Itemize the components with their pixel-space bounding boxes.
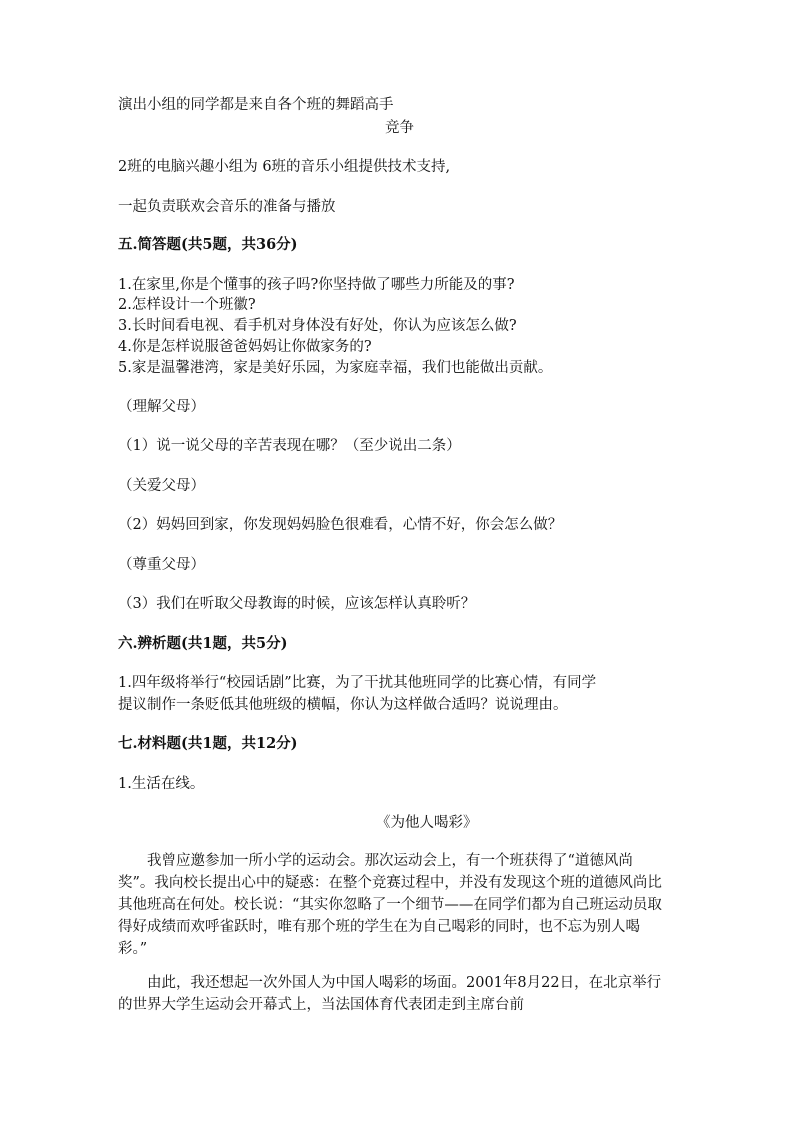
match-text-3: 2班的电脑兴趣小组为 6班的音乐小组提供技术支持, <box>118 159 451 175</box>
section5-question-4: 4.你是怎样说服爸爸妈妈让你做家务的? <box>118 339 372 355</box>
section5-question-1: 1.在家里,你是个懂事的孩子吗?你坚持做了哪些力所能及的事? <box>118 277 515 293</box>
article-paragraph-2 <box>118 972 666 1016</box>
section6-question-line-2: 提议制作一条贬低其他班级的横幅，你认为这样做合适吗？说说理由。 <box>118 697 568 713</box>
section7-question-1: 1.生活在线。 <box>118 776 205 792</box>
article-title: 《为他人喝彩》 <box>376 815 478 831</box>
subquestion-heading-1: （理解父母） <box>118 399 205 415</box>
section5-question-2: 2.怎样设计一个班徽? <box>118 297 256 313</box>
section5-title: 五.简答题(共5题，共36分) <box>118 236 298 253</box>
article-paragraph-1-text: 我曾应邀参加一所小学的运动会。那次运动会上，有一个班获得了“道德风尚奖”。我向校长提出心中的疑惑：在整个竞赛过程中，并没有发现这个班的道德风尚比其他班高在何处。校长说：“其实你忽略了一个细节——在同学们都为自己班运动员取得好成绩而欢呼雀跃时，唯有那个班的学生在为自己喝彩的同时，也不忘为别人喝彩。” <box>118 853 662 957</box>
article-paragraph-1 <box>118 850 666 960</box>
match-text-4: 一起负责联欢会音乐的准备与播放 <box>118 199 336 215</box>
subquestion-1: （1）说一说父母的辛苦表现在哪？（至少说出二条） <box>118 438 461 454</box>
subquestion-2: （2）妈妈回到家，你发现妈妈脸色很难看，心情不好，你会怎么做？ <box>118 517 563 533</box>
subquestion-heading-2: （关爱父母） <box>118 478 205 494</box>
subquestion-3: （3）我们在听取父母教诲的时候，应该怎样认真聆听？ <box>118 596 476 612</box>
section5-question-5: 5.家是温馨港湾，家是美好乐园，为家庭幸福，我们也能做出贡献。 <box>118 360 553 376</box>
article-paragraph-2-text: 由此，我还想起一次外国人为中国人喝彩的场面。2001年8月22日，在北京举行的世界大学生运动会开幕式上，当法国体育代表团走到主席台前 <box>118 975 662 1013</box>
match-text-1: 演出小组的同学都是来自各个班的舞蹈高手 <box>118 97 394 113</box>
section7-title: 七.材料题(共1题，共12分) <box>118 735 298 752</box>
section6-question-line-1: 1.四年级将举行“校园话剧”比赛，为了干扰其他班同学的比赛心情，有同学 <box>118 675 597 691</box>
section6-title: 六.辨析题(共1题，共5分) <box>118 635 288 652</box>
match-text-2: 竞争 <box>385 120 414 136</box>
section5-question-3: 3.长时间看电视、看手机对身体没有好处，你认为应该怎么做? <box>118 318 517 334</box>
subquestion-heading-3: （尊重父母） <box>118 557 205 573</box>
